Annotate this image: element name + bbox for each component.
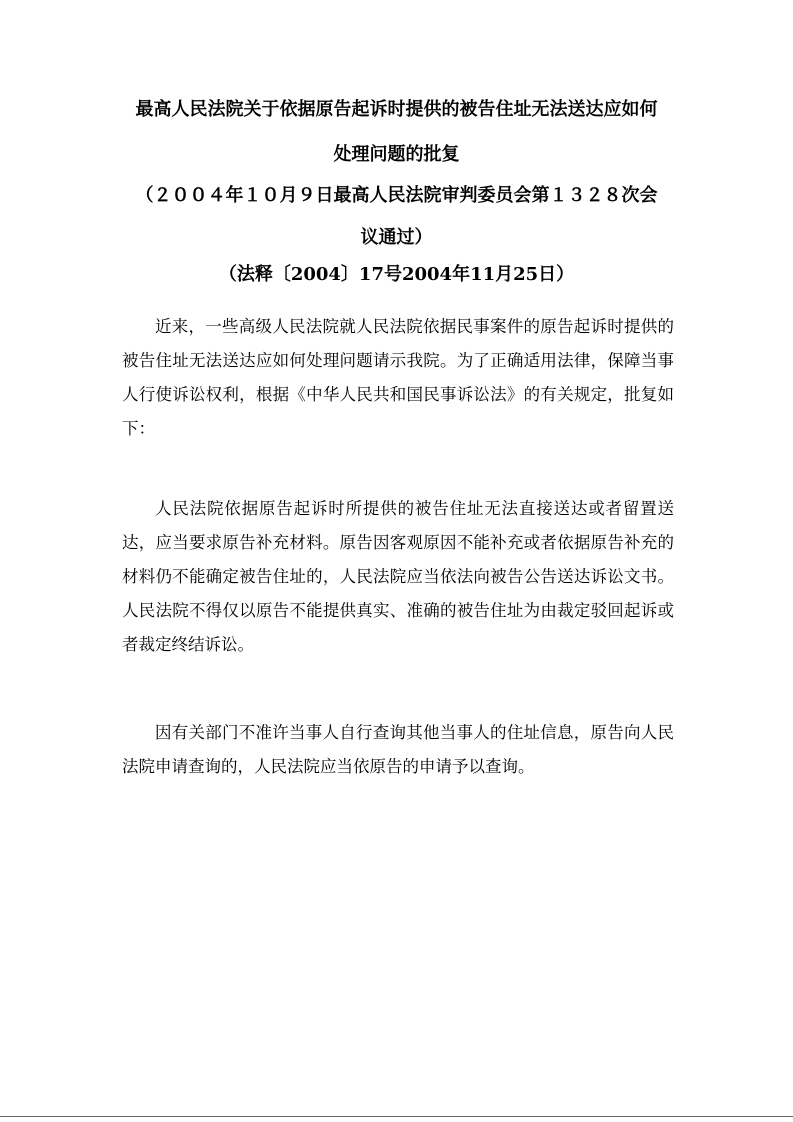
body-paragraph: 因有关部门不准许当事人自行查询其他当事人的住址信息，原告向人民法院申请查询的，人民法院应当依原告的申请予以查询。 [122,723,674,776]
document-title-line-2: 处理问题的批复 [333,144,460,165]
body-paragraph: 人民法院依据原告起诉时所提供的被告住址无法直接送达或者留置送达，应当要求原告补充材料。原告因客观原因不能补充或者依据原告补充的材料仍不能确定被告住址的，人民法院应当依法向被告公告送达诉讼文书。人民法院不得仅以原告不能提供真实、准确的被告住址为由裁定驳回起诉或者裁定终结诉讼。 [122,499,674,654]
adoption-note-line-2: 议通过） [360,227,433,248]
document-title-line-1: 最高人民法院关于依据原告起诉时提供的被告住址无法送达应如何 [135,99,658,120]
adoption-note-line-1: （２００４年１０月９日最高人民法院审判委员会第１３２８次会 [135,185,658,206]
body-paragraph: 近来，一些高级人民法院就人民法院依据民事案件的原告起诉时提供的被告住址无法送达应如何处理问题请示我院。为了正确适用法律，保障当事人行使诉讼权利，根据《中华人民共和国民事诉讼法》的有关规定，批复如下： [122,317,674,438]
page-bottom-border [0,1116,793,1117]
document-number: （法释〔2004〕17号2004年11月25日） [218,264,575,285]
